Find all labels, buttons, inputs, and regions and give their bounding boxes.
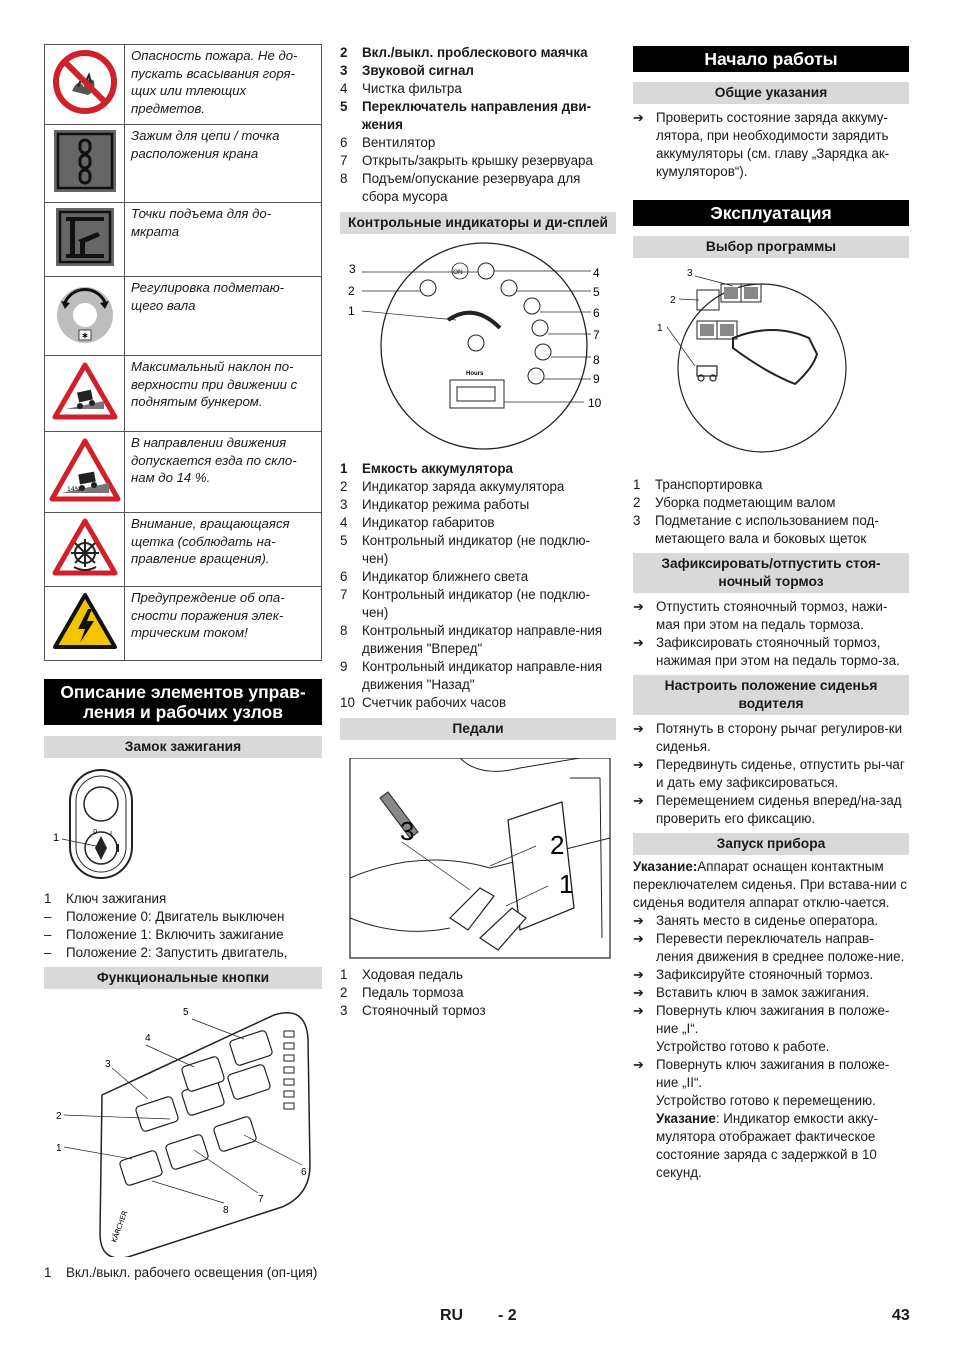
- seat-steps: [633, 720, 909, 828]
- symbol-text: Регулировка подметаю-щего вала: [125, 277, 322, 356]
- symbol-text: В направлении движения допускается езда по скло-нам до 14 %.: [125, 432, 322, 513]
- table-row: [45, 277, 322, 356]
- symbol-text: Зажим для цепи / точка расположения крана: [125, 125, 322, 203]
- subsection-heading: Педали: [340, 718, 616, 740]
- list-item: ➔ Передвинуть сиденье, отпустить ры-чаг и дать ему зафиксироваться.: [633, 757, 905, 790]
- arrow-icon: ➔: [633, 985, 644, 1000]
- footer-local-page: - 2: [498, 1307, 517, 1324]
- program-list: [633, 476, 909, 548]
- symbol-cell: [45, 203, 125, 277]
- symbol-cell: [45, 277, 125, 356]
- list-item: 7 Контрольный индикатор (не подклю-чен): [340, 587, 591, 620]
- symbol-cell: [45, 356, 125, 432]
- indicators-list: [340, 460, 616, 712]
- footer-page-number: 43: [892, 1307, 910, 1324]
- arrow-icon: ➔: [633, 599, 644, 614]
- section-heading: Эксплуатация: [633, 200, 909, 226]
- electric-shock-warning-icon: [52, 591, 118, 651]
- list-item: ➔ Зафиксируйте стояночный тормоз.: [633, 967, 874, 982]
- list-item: 2 Уборка подметающим валом: [633, 495, 836, 510]
- ready-move-text: Устройство готово к перемещению.: [656, 1093, 876, 1108]
- ignition-lock-figure: [44, 764, 322, 884]
- svg-text:0: 0: [93, 828, 98, 836]
- column-right: [633, 46, 909, 1182]
- section-heading: Описание элементов управ-ления и рабочих узлов: [44, 679, 322, 725]
- arrow-icon: ➔: [633, 931, 644, 946]
- table-row: [45, 432, 322, 513]
- callout-1: 1: [348, 304, 355, 318]
- callout-1: 1: [559, 869, 574, 899]
- table-row: [45, 203, 322, 277]
- subsection-heading: Общие указания: [633, 82, 909, 104]
- section-heading: Начало работы: [633, 46, 909, 72]
- list-item: – Положение 0: Двигатель выключен: [44, 909, 285, 924]
- list-item: 4 Чистка фильтра: [340, 81, 462, 96]
- list-item: 1 Емкость аккумулятора: [340, 461, 513, 476]
- list-item: 5 Переключатель направления дви-жения: [340, 99, 592, 132]
- subsection-heading: Запуск прибора: [633, 833, 909, 855]
- list-item: 8 Подъем/опускание резервуара для сбора мусора: [340, 171, 581, 204]
- hours-label: Hours: [466, 371, 484, 377]
- table-row: [45, 587, 322, 661]
- arrow-icon: ➔: [633, 967, 644, 982]
- list-item: ➔ Повернуть ключ зажигания в положе-ние „II“.: [633, 1057, 890, 1090]
- rotating-brush-warning-icon: [52, 517, 118, 577]
- list-item: 1 Ходовая педаль: [340, 967, 464, 982]
- callout-4: 4: [145, 1033, 151, 1044]
- list-item: ➔ Занять место в сиденье оператора.: [633, 913, 879, 928]
- symbol-text: Точки подъема для до-мкрата: [125, 203, 322, 277]
- symbol-text: Внимание, вращающаяся щетка (соблюдать на-правление вращения).: [125, 513, 322, 587]
- chain-clamp-icon: [52, 128, 118, 194]
- callout-2: 2: [56, 1111, 62, 1122]
- no-fire-icon: [52, 49, 118, 115]
- callout-1: 1: [657, 323, 663, 334]
- list-item: 2 Педаль тормоза: [340, 985, 464, 1000]
- svg-text:✱: ✱: [81, 331, 88, 340]
- on-label: ON: [453, 269, 463, 276]
- arrow-icon: ➔: [633, 635, 644, 650]
- table-row: [45, 356, 322, 432]
- list-item: – Положение 2: Запустить двигатель,: [44, 945, 288, 960]
- callout-1: 1: [56, 1143, 62, 1154]
- program-selector-figure: [633, 266, 909, 466]
- footer-lang: RU: [440, 1307, 464, 1324]
- symbol-text: Максимальный наклон по-верхности при движении с поднятым бункером.: [125, 356, 322, 432]
- list-item: 2 Вкл./выкл. проблескового маячка: [340, 45, 588, 60]
- list-item: ➔ Перевести переключатель направ-ления движения в среднее положе-ние.: [633, 931, 905, 964]
- list-item: ➔ Перемещением сиденья вперед/на-зад проверить его фиксацию.: [633, 793, 902, 826]
- list-item: 9 Контрольный индикатор направле-ния движения "Назад": [340, 659, 603, 692]
- subsection-heading: Настроить положение сиденья водителя: [633, 675, 909, 715]
- callout-5: 5: [593, 285, 600, 299]
- symbol-cell: [45, 125, 125, 203]
- callout-2: 2: [670, 295, 676, 306]
- subsection-heading: Контрольные индикаторы и ди-сплей: [340, 212, 616, 234]
- list-item: 5 Контрольный индикатор (не подклю-чен): [340, 533, 591, 566]
- max-tilt-warning-icon: [52, 361, 118, 421]
- list-item: 3 Подметание с использованием под-метающего вала и боковых щеток: [633, 513, 879, 546]
- symbol-cell: [45, 45, 125, 125]
- list-item: 3 Стояночный тормоз: [340, 1003, 486, 1018]
- list-item: 1 Вкл./выкл. рабочего освещения (оп-ция): [44, 1265, 318, 1280]
- startup-note: Указание:Аппарат оснащен контактным переключателем сиденья. При встава-нии с сиденья водителя аппарат отклю-чается.: [633, 859, 907, 910]
- startup-note-2: Указание: Индикатор емкости акку-мулятора отображает фактическое состояние заряда с задержкой в 10 секунд.: [656, 1111, 879, 1180]
- callout-3: 3: [687, 268, 693, 279]
- list-item: 1 Транспортировка: [633, 477, 763, 492]
- sweep-roller-adjust-icon: [55, 281, 115, 347]
- jack-point-icon: [54, 206, 116, 268]
- arrow-icon: ➔: [633, 721, 644, 736]
- pedals-list: [340, 966, 616, 1020]
- arrow-icon: ➔: [633, 110, 644, 125]
- list-item: ➔ Зафиксировать стояночный тормоз, нажимая при этом на педаль тормо-за.: [633, 635, 900, 668]
- pedals-figure: [340, 758, 616, 960]
- list-item: 7 Открыть/закрыть крышку резервуара: [340, 153, 593, 168]
- callout-2: 2: [550, 830, 565, 860]
- list-item: 6 Вентилятор: [340, 135, 436, 150]
- arrow-icon: ➔: [633, 793, 644, 808]
- symbol-cell: [45, 432, 125, 513]
- list-item: ➔ Повернуть ключ зажигания в положе-ние „I“.: [633, 1003, 890, 1036]
- callout-3: 3: [349, 262, 356, 276]
- symbol-cell: [45, 587, 125, 661]
- function-keys-list-part1: [44, 1264, 322, 1282]
- parking-brake-steps: [633, 598, 909, 670]
- list-item: 8 Контрольный индикатор направле-ния движения "Вперед": [340, 623, 603, 656]
- subsection-heading: Замок зажигания: [44, 736, 322, 758]
- startup-steps-2: [633, 1056, 909, 1092]
- svg-text:14%: 14%: [66, 485, 80, 493]
- callout-5: 5: [183, 1007, 189, 1018]
- callout-8: 8: [223, 1205, 229, 1216]
- arrow-icon: ➔: [633, 913, 644, 928]
- callout-7: 7: [258, 1194, 264, 1205]
- callout-2: 2: [348, 284, 355, 298]
- table-row: [45, 125, 322, 203]
- ready-work-text: Устройство готово к работе.: [656, 1039, 830, 1054]
- list-item: ➔ Потянуть в сторону рычаг регулиров-ки сиденья.: [633, 721, 903, 754]
- table-row: [45, 513, 322, 587]
- callout-3: 3: [105, 1059, 111, 1070]
- callout-7: 7: [593, 328, 600, 342]
- callout-10: 10: [588, 396, 602, 410]
- function-keys-list-part2: [340, 44, 616, 206]
- callout-4: 4: [593, 266, 600, 280]
- subsection-heading: Функциональные кнопки: [44, 967, 322, 989]
- list-item: 3 Индикатор режима работы: [340, 497, 530, 512]
- arrow-icon: ➔: [633, 757, 644, 772]
- symbol-text: Предупреждение об опа-сности поражения элек-трическим током!: [125, 587, 322, 661]
- list-item: 1 Ключ зажигания: [44, 891, 167, 906]
- callout-9: 9: [593, 372, 600, 386]
- ignition-list: [44, 890, 322, 962]
- list-item: 2 Индикатор заряда аккумулятора: [340, 479, 565, 494]
- safety-symbols-table: [44, 44, 322, 661]
- svg-text:KÄRCHER: KÄRCHER: [110, 1209, 130, 1244]
- startup-steps: [633, 912, 909, 1038]
- symbol-cell: [45, 513, 125, 587]
- callout-3: 3: [400, 816, 415, 846]
- column-middle: [340, 44, 616, 1020]
- svg-text:I: I: [110, 830, 113, 838]
- column-left: [44, 44, 322, 1282]
- slope-warning-icon: [49, 437, 121, 503]
- indicators-figure: [340, 240, 616, 452]
- list-item: ➔ Отпустить стояночный тормоз, нажи-мая при этом на педаль тормоза.: [633, 599, 888, 632]
- list-item: ➔ Проверить состояние заряда аккуму-лятора, при необходимости зарядить аккумуляторы (см. главу „Зарядка ак-кумуляторов“).: [633, 110, 890, 179]
- subsection-heading: Выбор программы: [633, 236, 909, 258]
- list-item: 3 Звуковой сигнал: [340, 63, 474, 78]
- callout-8: 8: [593, 353, 600, 367]
- callout-1: 1: [53, 832, 60, 844]
- list-item: ➔ Вставить ключ в замок зажигания.: [633, 985, 870, 1000]
- callout-6: 6: [301, 1167, 307, 1178]
- arrow-icon: ➔: [633, 1057, 644, 1072]
- subsection-heading: Зафиксировать/отпустить стоя-ночный тормоз: [633, 553, 909, 593]
- symbol-text: Опасность пожара. Не до-пускать всасывания горя-щих или тлеющих предметов.: [125, 45, 322, 125]
- list-item: 10 Счетчик рабочих часов: [340, 695, 507, 710]
- arrow-icon: ➔: [633, 1003, 644, 1018]
- list-item: – Положение 1: Включить зажигание: [44, 927, 284, 942]
- function-keys-figure: [44, 995, 322, 1257]
- general-steps: [633, 109, 909, 181]
- list-item: 6 Индикатор ближнего света: [340, 569, 529, 584]
- list-item: 4 Индикатор габаритов: [340, 515, 495, 530]
- table-row: [45, 45, 322, 125]
- callout-6: 6: [593, 306, 600, 320]
